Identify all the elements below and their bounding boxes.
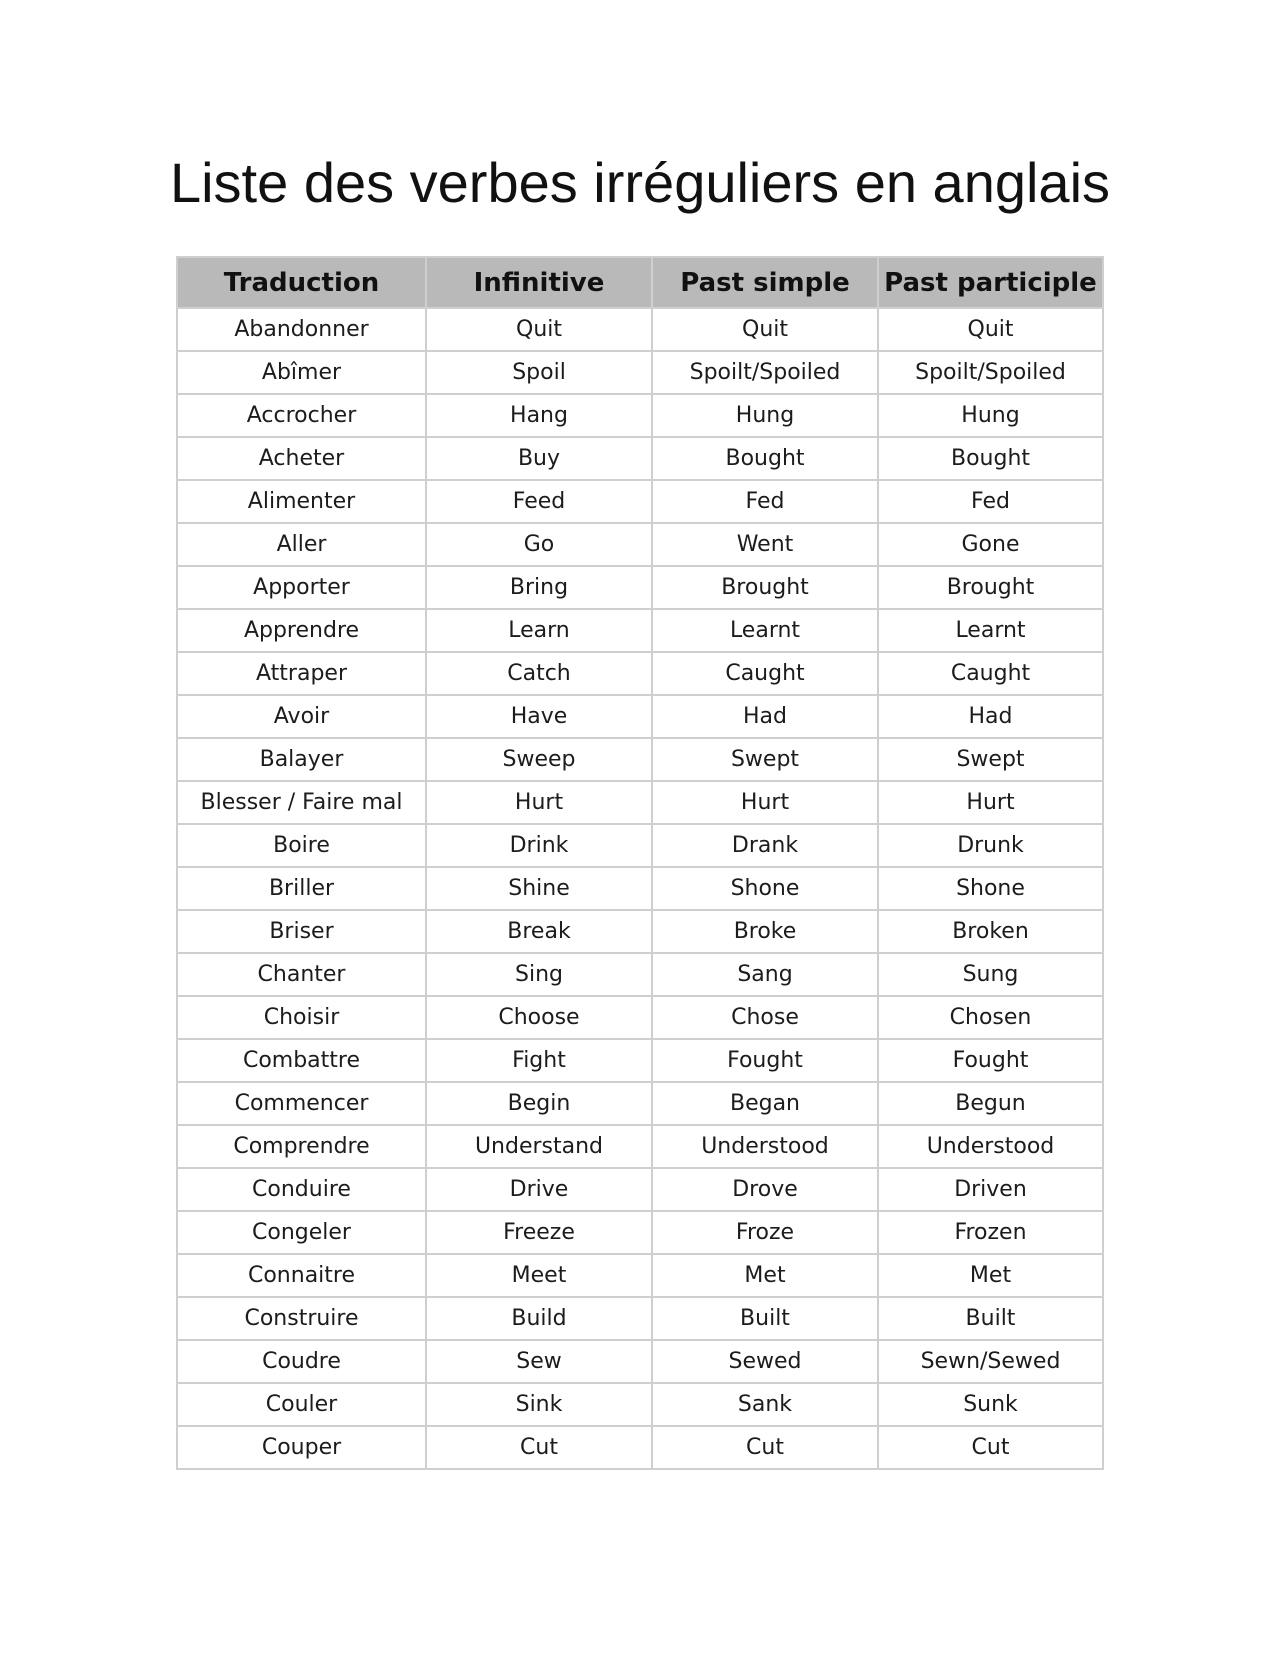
cell-traduction: Comprendre bbox=[177, 1125, 426, 1168]
cell-past-simple: Fought bbox=[652, 1039, 878, 1082]
table-row bbox=[177, 394, 1103, 437]
page-title: Liste des verbes irréguliers en anglais bbox=[169, 151, 1111, 214]
cell-past-simple: Hung bbox=[652, 394, 878, 437]
cell-infinitive: Hurt bbox=[426, 781, 652, 824]
table-row bbox=[177, 1426, 1103, 1469]
table-row bbox=[177, 480, 1103, 523]
cell-past-participle: Learnt bbox=[878, 609, 1103, 652]
cell-infinitive: Begin bbox=[426, 1082, 652, 1125]
cell-traduction: Couper bbox=[177, 1426, 426, 1469]
cell-infinitive: Drink bbox=[426, 824, 652, 867]
table-row bbox=[177, 1383, 1103, 1426]
cell-past-simple: Began bbox=[652, 1082, 878, 1125]
table-row bbox=[177, 781, 1103, 824]
cell-infinitive: Break bbox=[426, 910, 652, 953]
cell-traduction: Balayer bbox=[177, 738, 426, 781]
table-row bbox=[177, 1211, 1103, 1254]
cell-past-participle: Gone bbox=[878, 523, 1103, 566]
cell-past-participle: Drunk bbox=[878, 824, 1103, 867]
table-row bbox=[177, 1297, 1103, 1340]
cell-traduction: Briser bbox=[177, 910, 426, 953]
cell-past-simple: Sank bbox=[652, 1383, 878, 1426]
cell-past-simple: Bought bbox=[652, 437, 878, 480]
cell-past-simple: Froze bbox=[652, 1211, 878, 1254]
cell-past-simple: Went bbox=[652, 523, 878, 566]
cell-past-simple: Fed bbox=[652, 480, 878, 523]
cell-past-participle: Swept bbox=[878, 738, 1103, 781]
cell-past-participle: Built bbox=[878, 1297, 1103, 1340]
cell-past-simple: Met bbox=[652, 1254, 878, 1297]
cell-past-participle: Frozen bbox=[878, 1211, 1103, 1254]
cell-traduction: Accrocher bbox=[177, 394, 426, 437]
cell-past-participle: Driven bbox=[878, 1168, 1103, 1211]
table-row bbox=[177, 609, 1103, 652]
table-row bbox=[177, 738, 1103, 781]
header-infinitive: Infinitive bbox=[426, 257, 652, 308]
cell-traduction: Choisir bbox=[177, 996, 426, 1039]
table-row bbox=[177, 437, 1103, 480]
table-row bbox=[177, 652, 1103, 695]
cell-past-simple: Broke bbox=[652, 910, 878, 953]
cell-past-simple: Drank bbox=[652, 824, 878, 867]
cell-infinitive: Sing bbox=[426, 953, 652, 996]
cell-traduction: Abandonner bbox=[177, 308, 426, 351]
cell-infinitive: Hang bbox=[426, 394, 652, 437]
cell-traduction: Briller bbox=[177, 867, 426, 910]
header-traduction: Traduction bbox=[177, 257, 426, 308]
cell-infinitive: Freeze bbox=[426, 1211, 652, 1254]
cell-past-simple: Spoilt/Spoiled bbox=[652, 351, 878, 394]
cell-infinitive: Go bbox=[426, 523, 652, 566]
cell-infinitive: Bring bbox=[426, 566, 652, 609]
cell-past-participle: Caught bbox=[878, 652, 1103, 695]
cell-past-simple: Sewed bbox=[652, 1340, 878, 1383]
table-row bbox=[177, 308, 1103, 351]
table-row bbox=[177, 695, 1103, 738]
cell-traduction: Congeler bbox=[177, 1211, 426, 1254]
cell-traduction: Alimenter bbox=[177, 480, 426, 523]
cell-infinitive: Meet bbox=[426, 1254, 652, 1297]
table-row bbox=[177, 953, 1103, 996]
cell-past-simple: Shone bbox=[652, 867, 878, 910]
cell-past-participle: Brought bbox=[878, 566, 1103, 609]
cell-traduction: Connaitre bbox=[177, 1254, 426, 1297]
cell-traduction: Acheter bbox=[177, 437, 426, 480]
cell-past-simple: Had bbox=[652, 695, 878, 738]
table-row bbox=[177, 910, 1103, 953]
cell-infinitive: Quit bbox=[426, 308, 652, 351]
cell-traduction: Aller bbox=[177, 523, 426, 566]
cell-traduction: Blesser / Faire mal bbox=[177, 781, 426, 824]
table-row bbox=[177, 1340, 1103, 1383]
cell-infinitive: Understand bbox=[426, 1125, 652, 1168]
cell-past-participle: Shone bbox=[878, 867, 1103, 910]
cell-past-simple: Built bbox=[652, 1297, 878, 1340]
cell-infinitive: Drive bbox=[426, 1168, 652, 1211]
cell-traduction: Commencer bbox=[177, 1082, 426, 1125]
cell-infinitive: Cut bbox=[426, 1426, 652, 1469]
cell-traduction: Boire bbox=[177, 824, 426, 867]
cell-infinitive: Learn bbox=[426, 609, 652, 652]
cell-infinitive: Spoil bbox=[426, 351, 652, 394]
cell-traduction: Abîmer bbox=[177, 351, 426, 394]
cell-infinitive: Sink bbox=[426, 1383, 652, 1426]
cell-infinitive: Feed bbox=[426, 480, 652, 523]
cell-infinitive: Shine bbox=[426, 867, 652, 910]
cell-past-simple: Drove bbox=[652, 1168, 878, 1211]
cell-past-simple: Chose bbox=[652, 996, 878, 1039]
cell-infinitive: Fight bbox=[426, 1039, 652, 1082]
table-row bbox=[177, 351, 1103, 394]
table-header-row bbox=[177, 257, 1103, 308]
cell-infinitive: Have bbox=[426, 695, 652, 738]
cell-traduction: Coudre bbox=[177, 1340, 426, 1383]
cell-past-participle: Chosen bbox=[878, 996, 1103, 1039]
cell-past-participle: Cut bbox=[878, 1426, 1103, 1469]
cell-traduction: Couler bbox=[177, 1383, 426, 1426]
cell-traduction: Combattre bbox=[177, 1039, 426, 1082]
header-past-participle: Past participle bbox=[878, 257, 1103, 308]
table-row bbox=[177, 1254, 1103, 1297]
cell-infinitive: Catch bbox=[426, 652, 652, 695]
cell-past-participle: Fed bbox=[878, 480, 1103, 523]
cell-past-participle: Had bbox=[878, 695, 1103, 738]
cell-past-simple: Swept bbox=[652, 738, 878, 781]
table-row bbox=[177, 1039, 1103, 1082]
cell-traduction: Conduire bbox=[177, 1168, 426, 1211]
cell-traduction: Apporter bbox=[177, 566, 426, 609]
cell-past-participle: Met bbox=[878, 1254, 1103, 1297]
cell-past-participle: Hurt bbox=[878, 781, 1103, 824]
cell-past-participle: Broken bbox=[878, 910, 1103, 953]
table-row bbox=[177, 867, 1103, 910]
cell-infinitive: Build bbox=[426, 1297, 652, 1340]
cell-past-participle: Fought bbox=[878, 1039, 1103, 1082]
cell-infinitive: Choose bbox=[426, 996, 652, 1039]
header-past-simple: Past simple bbox=[652, 257, 878, 308]
cell-past-simple: Caught bbox=[652, 652, 878, 695]
cell-past-simple: Cut bbox=[652, 1426, 878, 1469]
cell-traduction: Construire bbox=[177, 1297, 426, 1340]
cell-past-participle: Spoilt/Spoiled bbox=[878, 351, 1103, 394]
cell-infinitive: Sew bbox=[426, 1340, 652, 1383]
table-row bbox=[177, 824, 1103, 867]
cell-traduction: Attraper bbox=[177, 652, 426, 695]
cell-past-participle: Quit bbox=[878, 308, 1103, 351]
table-row bbox=[177, 523, 1103, 566]
table-row bbox=[177, 1168, 1103, 1211]
table-body bbox=[177, 308, 1103, 1469]
cell-past-simple: Learnt bbox=[652, 609, 878, 652]
cell-past-simple: Brought bbox=[652, 566, 878, 609]
table-row bbox=[177, 566, 1103, 609]
cell-traduction: Chanter bbox=[177, 953, 426, 996]
cell-infinitive: Sweep bbox=[426, 738, 652, 781]
table-row bbox=[177, 1125, 1103, 1168]
cell-traduction: Apprendre bbox=[177, 609, 426, 652]
cell-past-participle: Understood bbox=[878, 1125, 1103, 1168]
cell-past-participle: Begun bbox=[878, 1082, 1103, 1125]
cell-past-simple: Sang bbox=[652, 953, 878, 996]
cell-past-participle: Sunk bbox=[878, 1383, 1103, 1426]
cell-past-participle: Bought bbox=[878, 437, 1103, 480]
cell-past-simple: Hurt bbox=[652, 781, 878, 824]
table-row bbox=[177, 996, 1103, 1039]
cell-past-simple: Quit bbox=[652, 308, 878, 351]
cell-traduction: Avoir bbox=[177, 695, 426, 738]
cell-past-simple: Understood bbox=[652, 1125, 878, 1168]
cell-past-participle: Hung bbox=[878, 394, 1103, 437]
table-row bbox=[177, 1082, 1103, 1125]
cell-past-participle: Sung bbox=[878, 953, 1103, 996]
cell-past-participle: Sewn/Sewed bbox=[878, 1340, 1103, 1383]
irregular-verbs-table bbox=[176, 256, 1104, 1470]
cell-infinitive: Buy bbox=[426, 437, 652, 480]
